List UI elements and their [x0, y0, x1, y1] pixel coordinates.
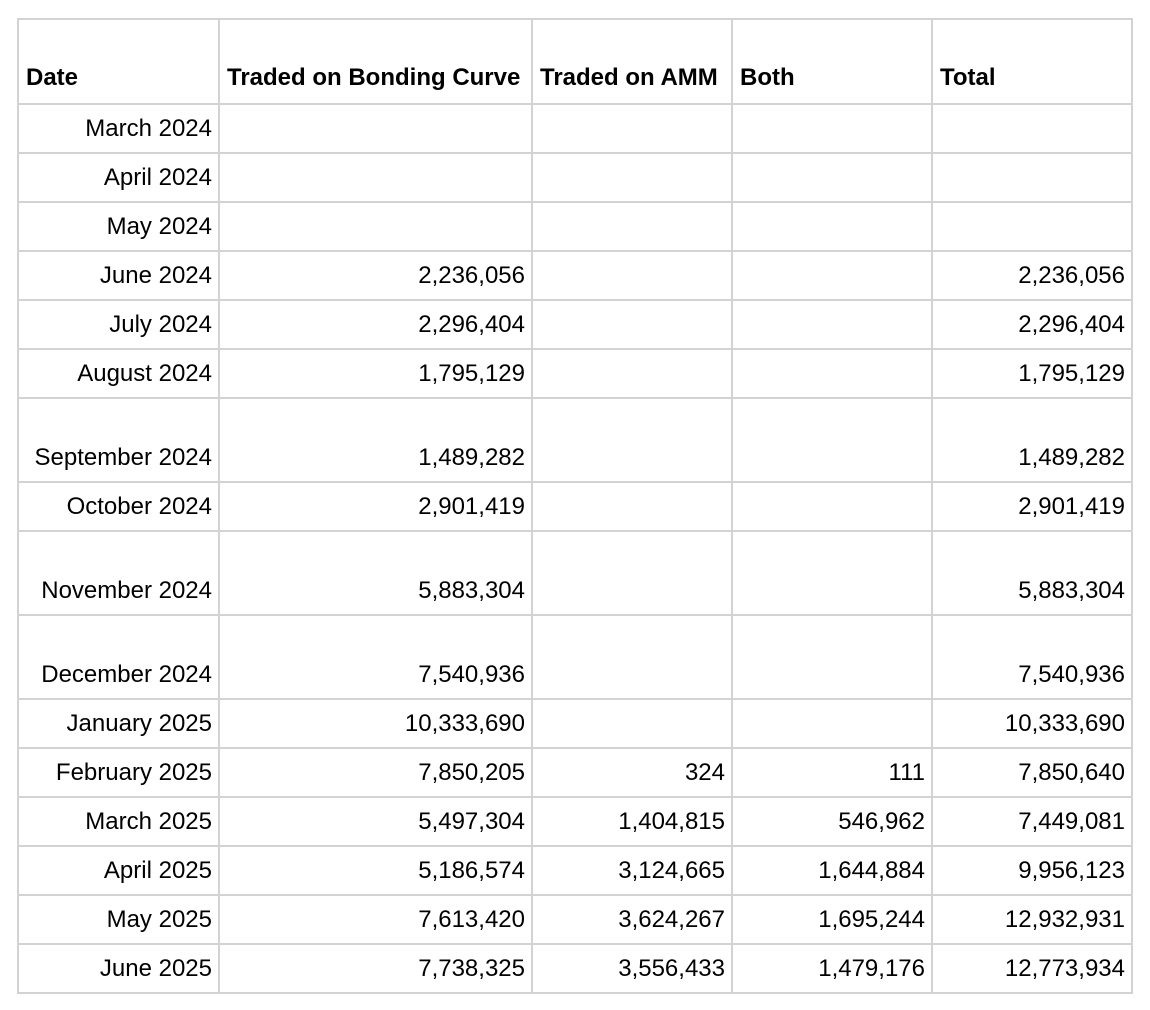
cell-amm: [532, 251, 732, 300]
cell-total: [932, 153, 1132, 202]
cell-bonding: 2,296,404: [219, 300, 532, 349]
cell-amm: [532, 699, 732, 748]
cell-bonding: 2,901,419: [219, 482, 532, 531]
cell-amm: 1,404,815: [532, 797, 732, 846]
cell-total: 9,956,123: [932, 846, 1132, 895]
table-row: [18, 398, 1132, 482]
cell-bonding: [219, 104, 532, 153]
table-row: [18, 699, 1132, 748]
cell-total: [932, 104, 1132, 153]
cell-both: [732, 251, 932, 300]
cell-total: 2,236,056: [932, 251, 1132, 300]
cell-bonding: [219, 153, 532, 202]
cell-amm: [532, 349, 732, 398]
table-row: [18, 895, 1132, 944]
cell-bonding: 7,613,420: [219, 895, 532, 944]
cell-bonding: 5,883,304: [219, 531, 532, 615]
cell-bonding: 1,795,129: [219, 349, 532, 398]
cell-total: 1,795,129: [932, 349, 1132, 398]
table-row: [18, 797, 1132, 846]
table-row: [18, 300, 1132, 349]
cell-total: 7,449,081: [932, 797, 1132, 846]
cell-both: [732, 482, 932, 531]
cell-date: March 2025: [18, 797, 219, 846]
table-row: [18, 944, 1132, 993]
table-row: [18, 202, 1132, 251]
cell-total: 1,489,282: [932, 398, 1132, 482]
cell-date: March 2024: [18, 104, 219, 153]
cell-date: December 2024: [18, 615, 219, 699]
cell-total: 10,333,690: [932, 699, 1132, 748]
cell-amm: 3,624,267: [532, 895, 732, 944]
table-row: [18, 153, 1132, 202]
header-amm: Traded on AMM: [532, 19, 732, 104]
cell-amm: [532, 153, 732, 202]
cell-bonding: 7,850,205: [219, 748, 532, 797]
cell-both: [732, 349, 932, 398]
cell-amm: 3,556,433: [532, 944, 732, 993]
cell-total: [932, 202, 1132, 251]
cell-date: April 2024: [18, 153, 219, 202]
cell-bonding: [219, 202, 532, 251]
header-bonding-curve: Traded on Bonding Curve: [219, 19, 532, 104]
cell-amm: [532, 615, 732, 699]
cell-date: November 2024: [18, 531, 219, 615]
cell-date: July 2024: [18, 300, 219, 349]
cell-total: 5,883,304: [932, 531, 1132, 615]
cell-bonding: 5,186,574: [219, 846, 532, 895]
table-row: [18, 748, 1132, 797]
cell-both: [732, 300, 932, 349]
cell-bonding: 10,333,690: [219, 699, 532, 748]
cell-both: [732, 398, 932, 482]
cell-date: June 2024: [18, 251, 219, 300]
cell-date: April 2025: [18, 846, 219, 895]
cell-date: September 2024: [18, 398, 219, 482]
cell-total: 12,773,934: [932, 944, 1132, 993]
cell-date: October 2024: [18, 482, 219, 531]
cell-date: May 2024: [18, 202, 219, 251]
table-row: [18, 846, 1132, 895]
cell-amm: 3,124,665: [532, 846, 732, 895]
cell-total: 2,901,419: [932, 482, 1132, 531]
data-table: [17, 18, 1133, 994]
cell-total: 12,932,931: [932, 895, 1132, 944]
cell-total: 7,850,640: [932, 748, 1132, 797]
cell-date: August 2024: [18, 349, 219, 398]
cell-amm: [532, 300, 732, 349]
cell-both: [732, 153, 932, 202]
header-total: Total: [932, 19, 1132, 104]
cell-amm: [532, 482, 732, 531]
cell-date: May 2025: [18, 895, 219, 944]
cell-amm: 324: [532, 748, 732, 797]
table-row: [18, 349, 1132, 398]
cell-total: 2,296,404: [932, 300, 1132, 349]
cell-amm: [532, 398, 732, 482]
cell-bonding: 5,497,304: [219, 797, 532, 846]
table-row: [18, 615, 1132, 699]
cell-bonding: 7,738,325: [219, 944, 532, 993]
cell-amm: [532, 104, 732, 153]
header-date: Date: [18, 19, 219, 104]
cell-date: February 2025: [18, 748, 219, 797]
cell-bonding: 2,236,056: [219, 251, 532, 300]
cell-total: 7,540,936: [932, 615, 1132, 699]
cell-both: [732, 615, 932, 699]
cell-both: 546,962: [732, 797, 932, 846]
header-both: Both: [732, 19, 932, 104]
cell-both: 111: [732, 748, 932, 797]
table-row: [18, 531, 1132, 615]
table-row: [18, 251, 1132, 300]
cell-both: [732, 104, 932, 153]
header-row: [18, 19, 1132, 104]
cell-amm: [532, 202, 732, 251]
cell-both: 1,479,176: [732, 944, 932, 993]
cell-both: [732, 202, 932, 251]
cell-both: 1,695,244: [732, 895, 932, 944]
cell-both: [732, 699, 932, 748]
table-row: [18, 104, 1132, 153]
cell-date: January 2025: [18, 699, 219, 748]
cell-both: 1,644,884: [732, 846, 932, 895]
cell-date: June 2025: [18, 944, 219, 993]
table-row: [18, 482, 1132, 531]
cell-bonding: 1,489,282: [219, 398, 532, 482]
cell-both: [732, 531, 932, 615]
cell-bonding: 7,540,936: [219, 615, 532, 699]
cell-amm: [532, 531, 732, 615]
